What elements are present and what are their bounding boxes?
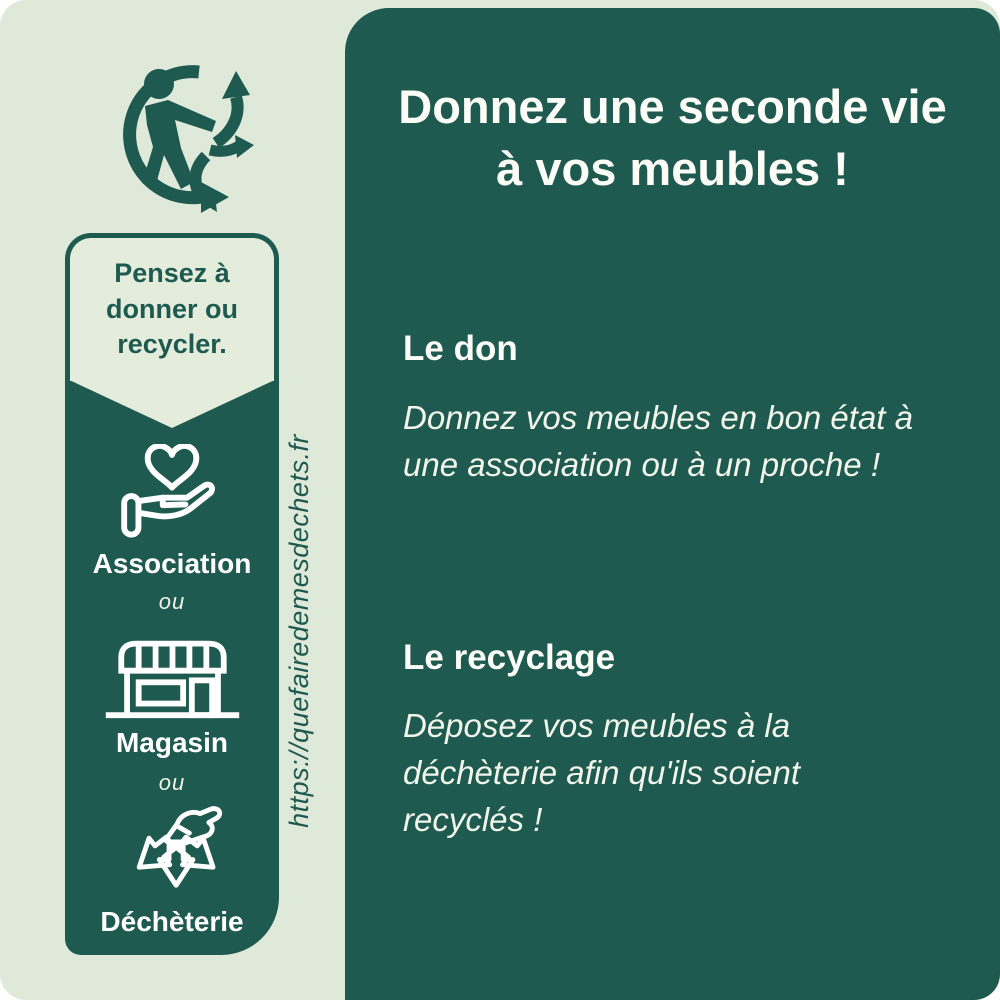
section-heading-don: Le don [403, 329, 518, 368]
reminder-banner-text: Pensez à donner ou recycler. [106, 257, 238, 360]
separator-ou: ou [158, 589, 186, 614]
storefront-icon [100, 632, 245, 721]
hand-sorting-arrows-icon [115, 803, 239, 895]
option-label-magasin: Magasin [115, 727, 229, 758]
section-heading-recyclage: Le recyclage [403, 638, 616, 677]
reminder-banner [65, 233, 279, 381]
heart-in-hand-icon [109, 444, 235, 543]
triman-recycling-logo-icon [95, 50, 255, 218]
page-title [345, 76, 1000, 200]
banner-chevron-shape [65, 378, 279, 430]
page-title-line-1: Donnez une seconde vie [398, 80, 947, 133]
section-body-don: Donnez vos meubles en bon état à une association ou à un proche ! [403, 399, 914, 484]
option-label-association: Association [92, 548, 252, 579]
option-label-dechetterie: Déchèterie [100, 906, 244, 937]
separator-ou: ou [158, 770, 186, 795]
section-body-recyclage: Déposez vos meubles à la déchèterie afin qu'ils soient recyclés ! [403, 707, 801, 839]
website-url-text: https://quefairedemesdechets.fr [284, 434, 314, 828]
page-title-line-2: à vos meubles ! [496, 142, 849, 196]
